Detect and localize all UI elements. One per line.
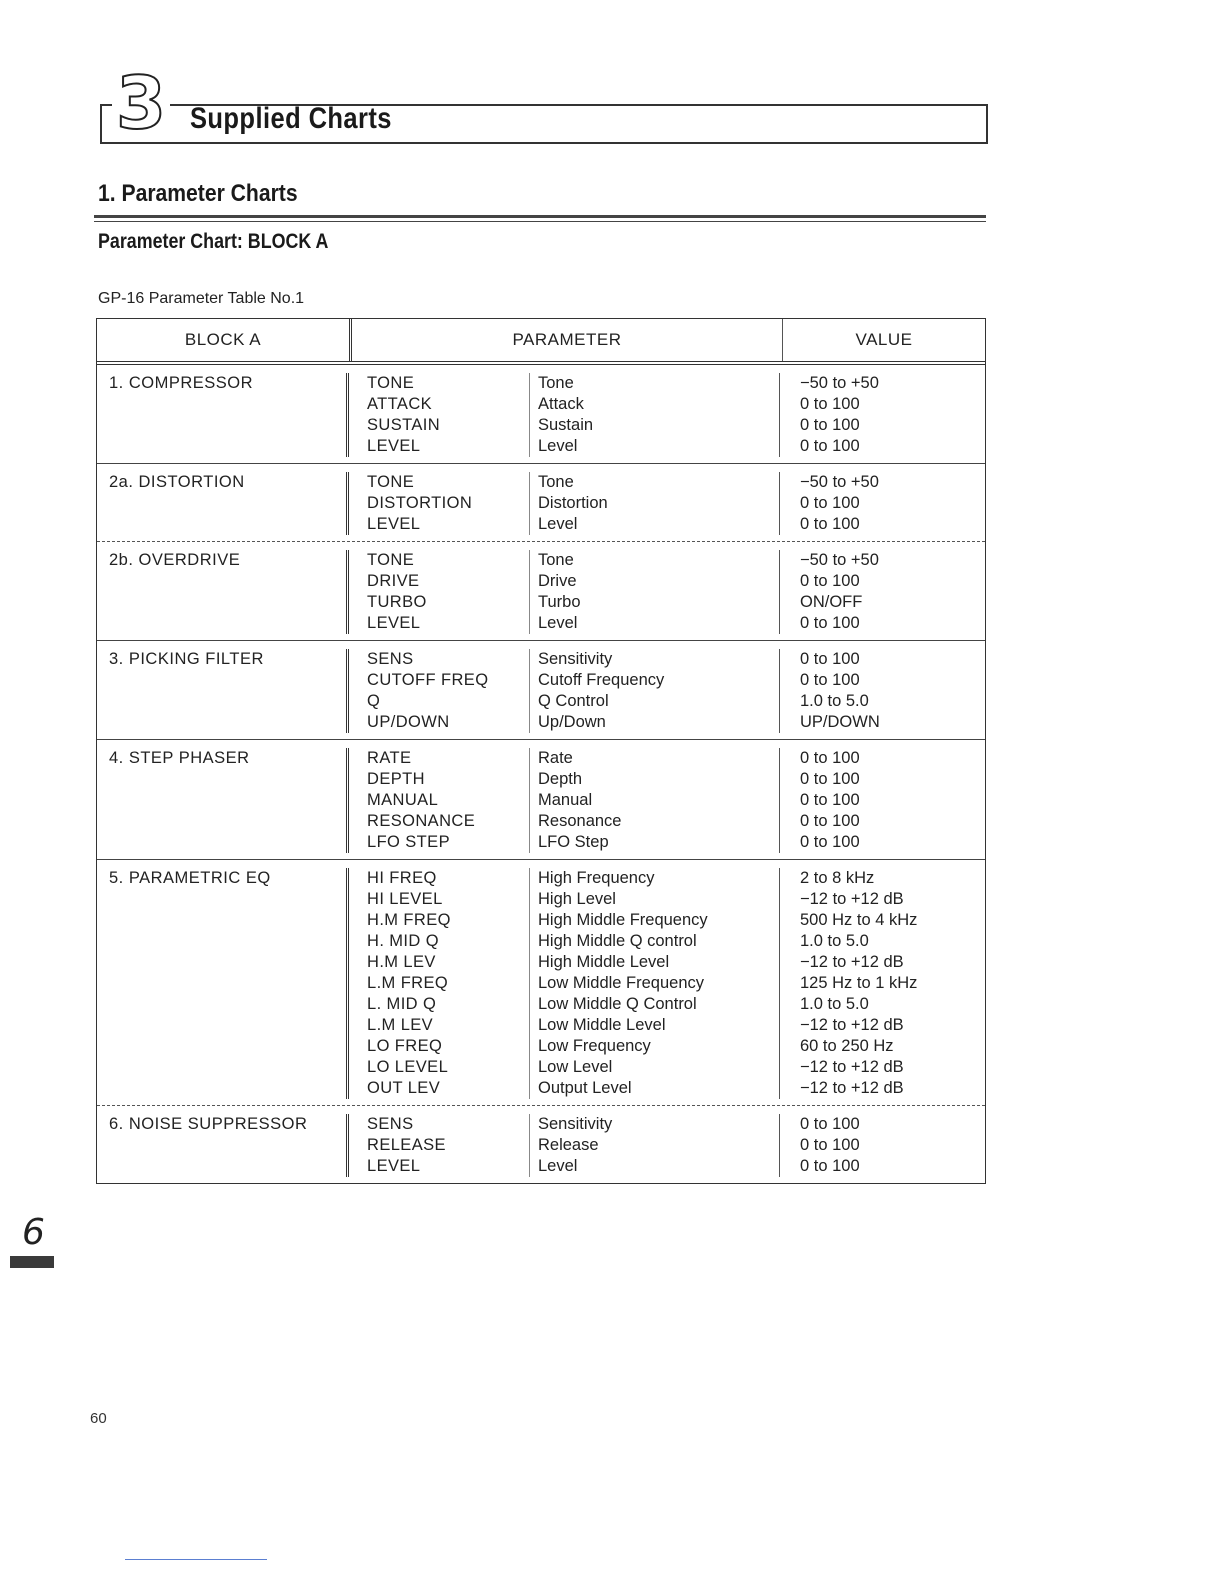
table-header-row <box>97 319 985 365</box>
table-row <box>97 542 985 641</box>
parameter-code: LEVEL <box>367 515 421 533</box>
parameter-value: 0 to 100 <box>800 833 860 851</box>
parameter-description: Tone <box>538 374 574 392</box>
parameter-code-cell <box>349 748 529 853</box>
header-parameter: PARAMETER <box>352 319 783 361</box>
chapter-title: Supplied Charts <box>190 102 392 135</box>
parameter-description-cell <box>529 748 779 853</box>
parameter-description: Q Control <box>538 692 609 710</box>
parameter-description: Low Level <box>538 1058 613 1076</box>
parameter-code: LO FREQ <box>367 1037 443 1055</box>
parameter-description-cell <box>529 868 779 1099</box>
block-name: 1. COMPRESSOR <box>109 374 254 392</box>
parameter-description: Release <box>538 1136 599 1154</box>
block-name-cell <box>97 748 349 853</box>
parameter-code: RELEASE <box>367 1136 446 1154</box>
parameter-description: Manual <box>538 791 593 809</box>
parameter-description-cell <box>529 472 779 535</box>
parameter-description: Low Frequency <box>538 1037 651 1055</box>
parameter-value: 60 to 250 Hz <box>800 1037 894 1055</box>
parameter-description: Level <box>538 437 578 455</box>
parameter-description-cell <box>529 1114 779 1177</box>
parameter-code: DEPTH <box>367 770 425 788</box>
parameter-code: RESONANCE <box>367 812 476 830</box>
parameter-value: 0 to 100 <box>800 1115 860 1133</box>
parameter-description: Cutoff Frequency <box>538 671 665 689</box>
table-row <box>97 641 985 740</box>
block-name-cell <box>97 1114 349 1177</box>
header-value: VALUE <box>855 330 913 349</box>
block-name: 5. PARAMETRIC EQ <box>109 869 271 887</box>
parameter-code: LEVEL <box>367 1157 421 1175</box>
parameter-description: Output Level <box>538 1079 632 1097</box>
value-cell <box>779 748 985 853</box>
parameter-value: 0 to 100 <box>800 671 860 689</box>
parameter-code-cell <box>349 868 529 1099</box>
parameter-value: −12 to +12 dB <box>800 1079 904 1097</box>
value-cell <box>779 1114 985 1177</box>
parameter-code: LFO STEP <box>367 833 450 851</box>
parameter-description: Level <box>538 1157 578 1175</box>
parameter-description: Low Middle Frequency <box>538 974 704 992</box>
parameter-value: 0 to 100 <box>800 395 860 413</box>
parameter-description: Rate <box>538 749 573 767</box>
value-cell <box>779 868 985 1099</box>
block-name: 2b. OVERDRIVE <box>109 551 241 569</box>
parameter-description: Sensitivity <box>538 650 613 668</box>
parameter-value: 0 to 100 <box>800 416 860 434</box>
block-name-cell <box>97 373 349 457</box>
parameter-description: Low Middle Level <box>538 1016 666 1034</box>
value-cell <box>779 649 985 733</box>
parameter-code: RATE <box>367 749 412 767</box>
parameter-description: Tone <box>538 473 574 491</box>
parameter-code: TONE <box>367 551 415 569</box>
parameter-value: 0 to 100 <box>800 812 860 830</box>
parameter-value: 0 to 100 <box>800 1136 860 1154</box>
parameter-value: 0 to 100 <box>800 494 860 512</box>
parameter-value: 2 to 8 kHz <box>800 869 875 887</box>
block-name-cell <box>97 472 349 535</box>
side-tab-number: 6 <box>22 1212 45 1253</box>
parameter-value: −50 to +50 <box>800 473 879 491</box>
parameter-code: MANUAL <box>367 791 439 809</box>
parameter-code-cell <box>349 550 529 634</box>
parameter-description: Depth <box>538 770 583 788</box>
parameter-description: High Middle Level <box>538 953 670 971</box>
chapter-number: 3 <box>112 64 170 142</box>
parameter-description-cell <box>529 649 779 733</box>
parameter-description: Tone <box>538 551 574 569</box>
parameter-description: High Middle Frequency <box>538 911 708 929</box>
block-name: 3. PICKING FILTER <box>109 650 264 668</box>
parameter-value: 0 to 100 <box>800 791 860 809</box>
parameter-description-cell <box>529 550 779 634</box>
value-cell <box>779 373 985 457</box>
parameter-code: DISTORTION <box>367 494 473 512</box>
table-caption: GP-16 Parameter Table No.1 <box>98 290 305 307</box>
parameter-code: SUSTAIN <box>367 416 441 434</box>
parameter-description: Up/Down <box>538 713 606 731</box>
parameter-value: −12 to +12 dB <box>800 890 904 908</box>
footer-rule <box>125 1559 267 1560</box>
parameter-code: L. MID Q <box>367 995 437 1013</box>
page-number: 60 <box>90 1410 107 1427</box>
value-cell <box>779 550 985 634</box>
parameter-value: UP/DOWN <box>800 713 880 731</box>
parameter-code: SENS <box>367 650 414 668</box>
parameter-code: OUT LEV <box>367 1079 441 1097</box>
parameter-description: Level <box>538 614 578 632</box>
parameter-description: Drive <box>538 572 577 590</box>
block-name-cell <box>97 868 349 1099</box>
parameter-code: TONE <box>367 473 415 491</box>
parameter-description: Attack <box>538 395 584 413</box>
parameter-code: CUTOFF FREQ <box>367 671 489 689</box>
parameter-code: Q <box>367 692 381 710</box>
parameter-value: −12 to +12 dB <box>800 1058 904 1076</box>
parameter-code: L.M FREQ <box>367 974 449 992</box>
parameter-table <box>96 318 986 1184</box>
block-name: 4. STEP PHASER <box>109 749 250 767</box>
parameter-code-cell <box>349 649 529 733</box>
parameter-code-cell <box>349 1114 529 1177</box>
parameter-code: H.M FREQ <box>367 911 451 929</box>
parameter-description: Sensitivity <box>538 1115 613 1133</box>
parameter-value: 1.0 to 5.0 <box>800 692 869 710</box>
header-block: BLOCK A <box>97 319 352 361</box>
table-row <box>97 860 985 1106</box>
parameter-code: L.M LEV <box>367 1016 434 1034</box>
subsection-title: Parameter Chart: BLOCK A <box>98 230 329 253</box>
section-rule <box>94 215 986 218</box>
parameter-code: ATTACK <box>367 395 433 413</box>
parameter-value: 0 to 100 <box>800 572 860 590</box>
parameter-value: 0 to 100 <box>800 515 860 533</box>
parameter-value: −12 to +12 dB <box>800 1016 904 1034</box>
side-tab-bar <box>10 1256 54 1268</box>
parameter-description: High Middle Q control <box>538 932 697 950</box>
section-title: 1. Parameter Charts <box>98 180 298 207</box>
parameter-description: LFO Step <box>538 833 609 851</box>
parameter-description: Low Middle Q Control <box>538 995 697 1013</box>
parameter-value: 0 to 100 <box>800 770 860 788</box>
parameter-value: −50 to +50 <box>800 374 879 392</box>
parameter-code: LEVEL <box>367 437 421 455</box>
parameter-value: 1.0 to 5.0 <box>800 995 869 1013</box>
parameter-code: H. MID Q <box>367 932 439 950</box>
parameter-value: 125 Hz to 1 kHz <box>800 974 918 992</box>
parameter-description: Resonance <box>538 812 622 830</box>
parameter-description: Distortion <box>538 494 608 512</box>
parameter-description: Level <box>538 515 578 533</box>
block-name: 6. NOISE SUPPRESSOR <box>109 1115 308 1133</box>
section-rule <box>94 221 986 222</box>
parameter-code: TONE <box>367 374 415 392</box>
parameter-value: −50 to +50 <box>800 551 879 569</box>
table-row <box>97 464 985 542</box>
parameter-description: Turbo <box>538 593 581 611</box>
parameter-code: SENS <box>367 1115 414 1133</box>
parameter-description: Sustain <box>538 416 594 434</box>
parameter-code: UP/DOWN <box>367 713 450 731</box>
parameter-code: H.M LEV <box>367 953 436 971</box>
parameter-value: 0 to 100 <box>800 650 860 668</box>
parameter-code: DRIVE <box>367 572 420 590</box>
parameter-value: −12 to +12 dB <box>800 953 904 971</box>
table-row <box>97 1106 985 1183</box>
block-name-cell <box>97 550 349 634</box>
parameter-value: 0 to 100 <box>800 1157 860 1175</box>
block-name-cell <box>97 649 349 733</box>
table-row <box>97 365 985 464</box>
parameter-value: 0 to 100 <box>800 437 860 455</box>
parameter-code: TURBO <box>367 593 427 611</box>
parameter-description-cell <box>529 373 779 457</box>
parameter-value: 1.0 to 5.0 <box>800 932 869 950</box>
value-cell <box>779 472 985 535</box>
parameter-code-cell <box>349 373 529 457</box>
parameter-value: 0 to 100 <box>800 749 860 767</box>
parameter-code: HI LEVEL <box>367 890 443 908</box>
parameter-code: LEVEL <box>367 614 421 632</box>
parameter-code: HI FREQ <box>367 869 437 887</box>
table-row <box>97 740 985 860</box>
parameter-value: 0 to 100 <box>800 614 860 632</box>
parameter-description: High Frequency <box>538 869 655 887</box>
block-name: 2a. DISTORTION <box>109 473 245 491</box>
parameter-value: 500 Hz to 4 kHz <box>800 911 918 929</box>
parameter-code: LO LEVEL <box>367 1058 449 1076</box>
parameter-value: ON/OFF <box>800 593 863 611</box>
parameter-description: High Level <box>538 890 616 908</box>
parameter-code-cell <box>349 472 529 535</box>
table-body <box>97 365 985 1183</box>
